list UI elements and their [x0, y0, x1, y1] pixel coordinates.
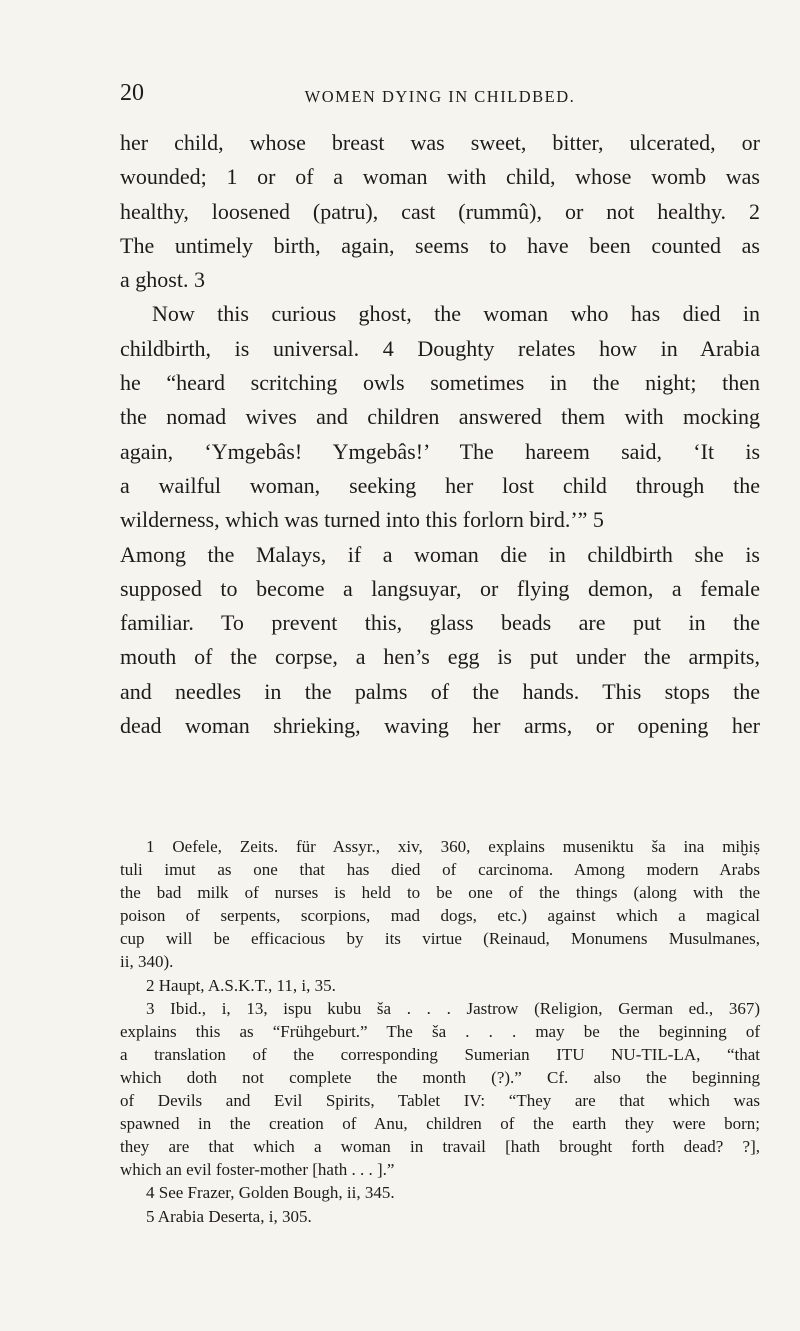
footnote-line: tuli imut as one that has died of carcinoma. Among modern Arabs — [120, 860, 760, 880]
footnote-line: 1 Oefele, Zeits. für Assyr., xiv, 360, explains museniktu ša ina miḫiṣ — [146, 837, 760, 856]
body-line: he “heard scritching owls sometimes in the night; then — [120, 370, 760, 396]
body-line: the nomad wives and children answered them with mocking — [120, 404, 760, 430]
body-line: a ghost. 3 — [120, 267, 205, 293]
page-header — [120, 80, 760, 110]
footnote-line: which doth not complete the month (?).” Cf. also the beginning — [120, 1067, 760, 1087]
footnote-line: 4 See Frazer, Golden Bough, ii, 345. — [146, 1183, 395, 1203]
body-line: Now this curious ghost, the woman who has died in — [152, 301, 760, 327]
footnote-line: which an evil foster-mother [hath . . . ].” — [120, 1160, 395, 1180]
footnote-line: they are that which a woman in travail [hath brought forth dead? ?], — [120, 1137, 760, 1157]
footnote-line: of Devils and Evil Spirits, Tablet IV: “They are that which was — [120, 1091, 760, 1111]
body-line: familiar. To prevent this, glass beads are put in the — [120, 610, 760, 636]
footnote-line: the bad milk of nurses is held to be one of the things (along with the — [120, 883, 760, 903]
footnotes — [120, 835, 760, 1228]
footnote-line: ii, 340). — [120, 952, 174, 972]
body-line: and needles in the palms of the hands. This stops the — [120, 678, 760, 704]
body-line: a wailful woman, seeking her lost child through the — [120, 472, 760, 498]
body-line: healthy, loosened (patru), cast (rummû), or not healthy. 2 — [120, 198, 760, 224]
footnote-line: a translation of the corresponding Sumerian ITU NU-TIL-LA, “that — [120, 1044, 760, 1064]
footnote-line: explains this as “Frühgeburt.” The ša . . . may be the beginning of — [120, 1021, 760, 1041]
body-line: wilderness, which was turned into this forlorn bird.’” 5 — [120, 507, 604, 533]
footnote-line: spawned in the creation of Anu, children of the earth they were born; — [120, 1114, 760, 1134]
footnote-line: 3 Ibid., i, 13, ispu kubu ša . . . Jastrow (Religion, German ed., 367) — [146, 998, 760, 1018]
page-number: 20 — [120, 80, 144, 106]
body-line: wounded; 1 or of a woman with child, whose womb was — [120, 164, 760, 190]
body-line: again, ‘Ymgebâs! Ymgebâs!’ The hareem said, ‘It is — [120, 438, 760, 464]
body-text — [120, 126, 760, 743]
running-head: WOMEN DYING IN CHILDBED. — [304, 87, 576, 106]
footnote-line: 5 Arabia Deserta, i, 305. — [146, 1206, 312, 1226]
body-line: mouth of the corpse, a hen’s egg is put under the armpits, — [120, 644, 760, 670]
body-line: her child, whose breast was sweet, bitter, ulcerated, or — [120, 130, 760, 155]
footnote-line: poison of serpents, scorpions, mad dogs, etc.) against which a magical — [120, 906, 760, 926]
footnote-line: cup will be efficacious by its virtue (Reinaud, Monumens Musulmanes, — [120, 929, 760, 949]
body-line: The untimely birth, again, seems to have been counted as — [120, 232, 760, 258]
footnote-line: 2 Haupt, A.S.K.T., 11, i, 35. — [146, 975, 336, 995]
body-line: dead woman shrieking, waving her arms, or opening her — [120, 713, 760, 739]
body-line: Among the Malays, if a woman die in childbirth she is — [120, 541, 760, 567]
body-line: childbirth, is universal. 4 Doughty relates how in Arabia — [120, 335, 760, 361]
body-line: supposed to become a langsuyar, or flying demon, a female — [120, 575, 760, 601]
